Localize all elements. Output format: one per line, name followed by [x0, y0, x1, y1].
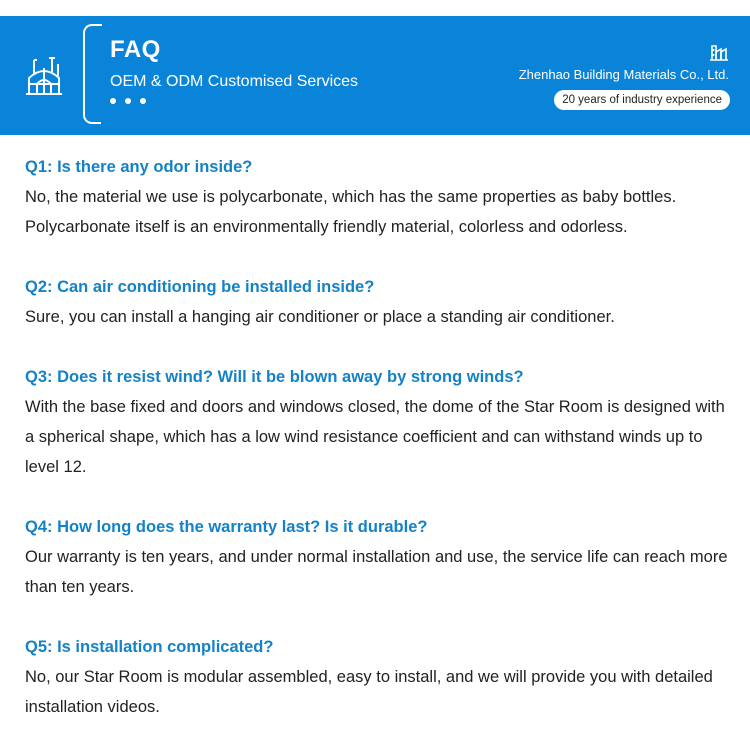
experience-badge: 20 years of industry experience — [554, 90, 730, 110]
faq-answer: Sure, you can install a hanging air conditioner or place a standing air conditioner. — [25, 308, 615, 326]
faq-question: Q5: Is installation complicated? — [25, 638, 274, 656]
faq-question: Q4: How long does the warranty last? Is it durable? — [25, 518, 428, 536]
page-title: FAQ — [110, 36, 161, 63]
faq-banner — [0, 16, 750, 135]
faq-question: Q3: Does it resist wind? Will it be blown away by strong winds? — [25, 368, 524, 386]
faq-answer: No, our Star Room is modular assembled, easy to install, and we will provide you with detailed installation videos. — [25, 668, 713, 716]
factory-icon — [709, 43, 729, 61]
dot — [125, 98, 131, 104]
dot — [140, 98, 146, 104]
faq-answer: No, the material we use is polycarbonate, which has the same properties as baby bottles. Polycarbonate itself is an environmentally friendly material, colorless and odorless. — [25, 188, 677, 236]
page-subtitle: OEM & ODM Customised Services — [110, 73, 359, 90]
faq-question: Q1: Is there any odor inside? — [25, 158, 253, 176]
decorative-bracket — [83, 24, 101, 124]
company-name: Zhenhao Building Materials Co., Ltd. — [518, 67, 729, 82]
faq-item — [25, 362, 735, 482]
faq-list — [25, 152, 735, 752]
faq-item — [25, 632, 735, 722]
faq-answer: With the base fixed and doors and windows closed, the dome of the Star Room is designed with a spherical shape, which has a low wind resistance coefficient and can withstand winds up to level 12. — [25, 398, 725, 476]
faq-item — [25, 512, 735, 602]
dot — [110, 98, 116, 104]
faq-item — [25, 272, 735, 332]
faq-answer: Our warranty is ten years, and under normal installation and use, the service life can reach more than ten years. — [25, 548, 728, 596]
decorative-dots — [110, 98, 146, 104]
faq-item — [25, 152, 735, 242]
faq-question: Q2: Can air conditioning be installed inside? — [25, 278, 375, 296]
dome-building-icon — [22, 54, 66, 96]
